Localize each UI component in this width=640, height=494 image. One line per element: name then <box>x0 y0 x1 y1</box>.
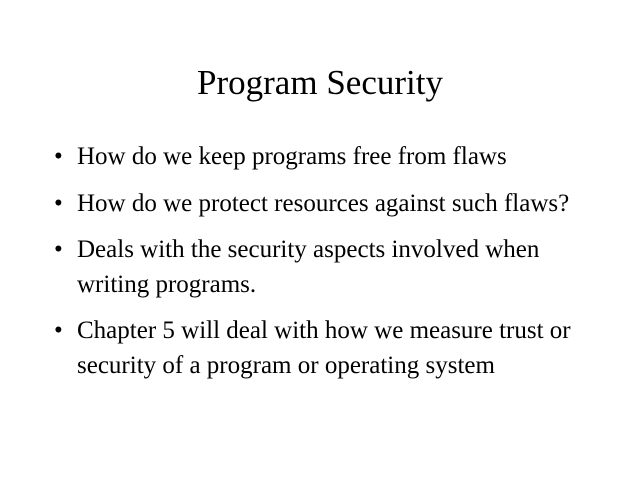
bullet-item <box>54 186 614 221</box>
bullet-icon: • <box>54 143 63 170</box>
bullet-item <box>54 232 614 302</box>
bullet-list <box>54 139 614 394</box>
bullet-text: How do we keep programs free from flaws <box>77 143 507 170</box>
bullet-text: How do we protect resources against such flaws? <box>77 190 570 217</box>
bullet-icon: • <box>54 317 63 344</box>
bullet-item <box>54 139 614 174</box>
bullet-icon: • <box>54 236 63 263</box>
bullet-item <box>54 313 614 383</box>
bullet-text: Chapter 5 will deal with how we measure trust or security of a program or operating system <box>77 317 571 379</box>
slide-title: Program Security <box>197 63 443 102</box>
bullet-text: Deals with the security aspects involved when writing programs. <box>77 236 540 298</box>
bullet-icon: • <box>54 190 63 217</box>
